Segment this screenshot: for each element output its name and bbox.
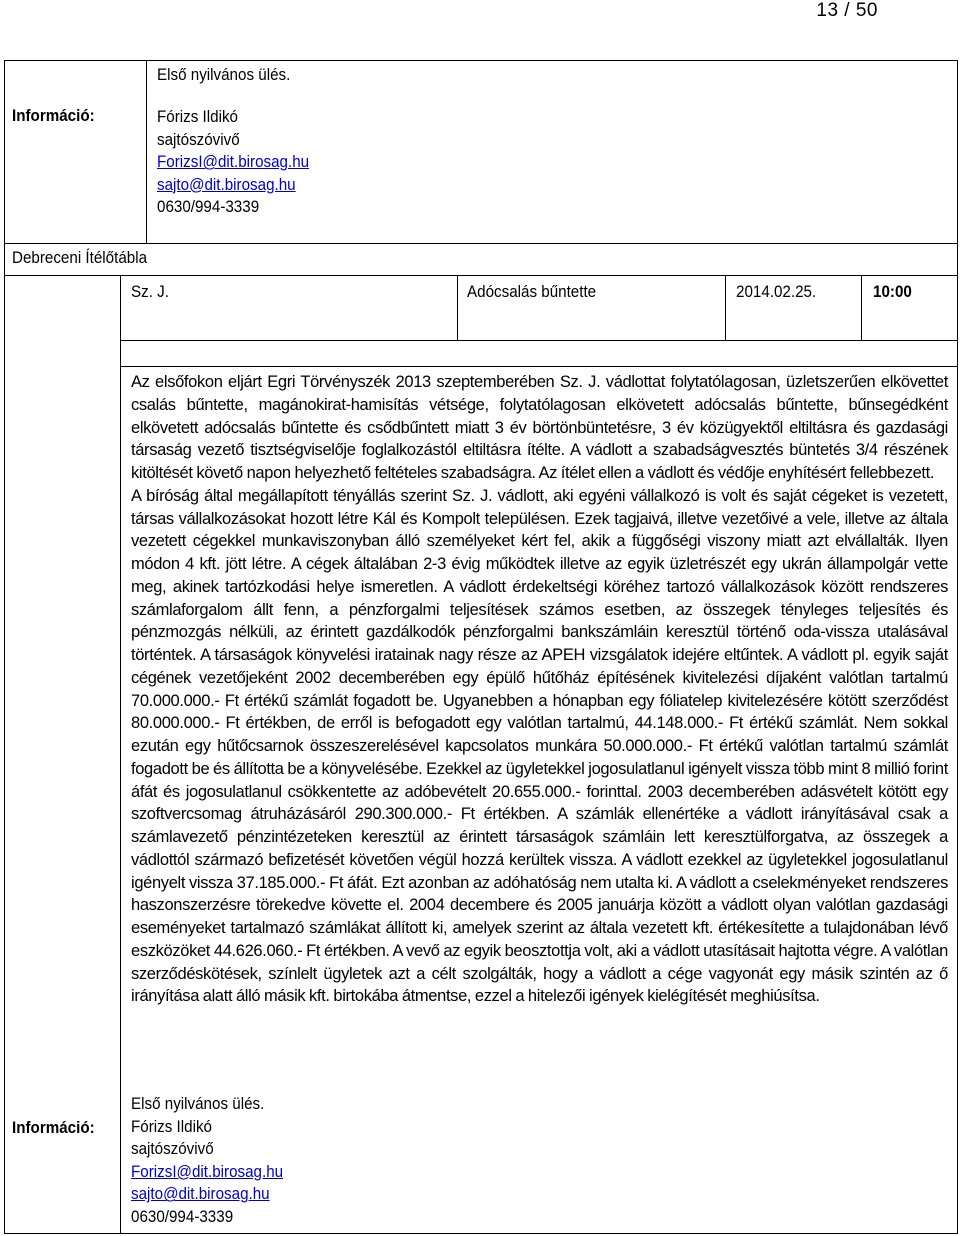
table-border xyxy=(457,275,458,340)
session-type: Első nyilvános ülés. xyxy=(131,1095,265,1113)
table-border xyxy=(4,60,958,61)
table-border xyxy=(4,60,5,1234)
email-link[interactable]: ForizsI@dit.birosag.hu xyxy=(131,1162,284,1181)
contact-role: sajtószóvivő xyxy=(157,130,240,149)
case-text xyxy=(131,371,948,1008)
email-link[interactable]: sajto@dit.birosag.hu xyxy=(157,175,296,194)
phone-number: 0630/994-3339 xyxy=(157,198,260,217)
table-border xyxy=(861,275,862,340)
table-border xyxy=(957,60,958,1234)
case-date: 2014.02.25. xyxy=(736,283,817,301)
case-crime: Adócsalás bűntette xyxy=(467,283,597,301)
phone-number: 0630/994-3339 xyxy=(131,1207,234,1226)
page-number: 13 / 50 xyxy=(816,0,878,21)
table-border xyxy=(120,340,958,341)
email-link[interactable]: ForizsI@dit.birosag.hu xyxy=(157,153,310,172)
case-defendant: Sz. J. xyxy=(131,283,169,301)
contact-name: Fórizs Ildikó xyxy=(131,1117,212,1136)
email-link[interactable]: sajto@dit.birosag.hu xyxy=(131,1185,270,1204)
case-description: Az elsőfokon eljárt Egri Törvényszék 2013 szeptemberében Sz. J. vádlottat folytatólagosan, üzletszerűen elkövettet csalás bűntette, magánokirat-hamisítás vétsége, folytatólagosan elkövetett adócsalás bűntette, bűnsegédként elkövetett adócsalás bűntette és csődbűntett miatt 3 év börtönbüntetésre, 3 év közügyektől eltiltásra és gazdasági társaság vezető tisztségviselője foglalkozástól eltiltásra ítélte. A vádlott a szabadságvesztés büntetés 3/4 részének kitöltését követő napon helyezhető feltételes szabadságra. Az ítélet ellen a vádlott és védője enyhítésért fellebbezett. xyxy=(131,373,948,482)
info-label: Információ: xyxy=(12,1119,95,1137)
case-time: 10:00 xyxy=(873,283,912,301)
table-border xyxy=(4,243,958,244)
table-border xyxy=(120,366,958,367)
table-border xyxy=(120,275,121,1234)
contact-block xyxy=(157,106,309,219)
table-border xyxy=(4,1233,958,1234)
table-border xyxy=(4,275,958,276)
contact-block xyxy=(131,1093,283,1229)
info-label: Információ: xyxy=(12,107,95,125)
table-border xyxy=(146,60,147,243)
contact-role: sajtószóvivő xyxy=(131,1140,214,1159)
contact-name: Fórizs Ildikó xyxy=(157,108,238,126)
court-name: Debreceni Ítélőtábla xyxy=(12,249,148,267)
case-facts: A bíróság által megállapított tényállás szerint Sz. J. vádlott, aki egyéni vállalkozó is volt és saját cégeket is vezetett, társas vállalkozásokat hozott létre Kál és Kompolt településen. Ezek tagjaivá, illetve vezetőivé a vele, illetve az általa vezetett cégekkel munkaviszonyban álló személyeket kért fel, akik a függőségi viszony miatt azt elvállalták. Ilyen módon 4 kft. jött létre. A cégek általában 2-3 évig működtek illetve az egyik üzletrészét egy ukrán állampolgár vette meg, akinek tartózkodási helye ismeretlen. A vádlott érdekeltségi köréhez tartozó vállalkozások között rendszeres számlaforgalom állt fenn, a pénzforgalmi teljesítések számos esetben, az összegek tényleges teljesítés és pénzmozgás nélküli, az érintett gazdálkodók pénzforgalmi bankszámláin keresztül történő oda-vissza utalásával történtek. A társaságok könyvelési iratainak nagy része az APEH vizsgálatok idejére eltűntek. A vádlott pl. egyik saját cégének vezetőjeként 2002 decemberében egy épülő hűtőház építésének kivitelezési díjaként valótlan tartalmú 70.000.000.- Ft értékű számlát fogadott be. Ugyanebben a hónapban egy fóliatelep kivitelezésére kötött szerződést 80.000.000.- Ft értékben, de erről is befogadott egy valótlan tartalmú, 44.148.000.- Ft értékű számlát. Nem sokkal ezután egy hűtőcsarnok összeszerelésével kapcsolatos munkára 50.000.000.- Ft értékű valótlan tartalmú számlát fogadott be és állította be a könyvelésébe. Ezekkel az ügyletekkel jogosulatlanul igényelt vissza több mint 8 millió forint áfát és jogosulatlanul csökkentette az adóbevételt 20.655.000.- forinttal. 2003 decemberében adásvételt kötött egy szoftvercsomag átruházásáról 290.300.000.- Ft értékben. A számlák ellenértéke a vádlott irányításával csak a számlavezető pénzintézeteken keresztül az érintett társaságok számláin lett keresztülforgatva, az összegek a vádlottól származó befizetését követően végül hozzá kerültek vissza. A vádlott ezekkel az ügyletekkel jogosulatlanul igényelt vissza 37.185.000.- Ft áfát. Ezt azonban az adóhatóság nem utalta ki. A vádlott a cselekményeket rendszeres haszonszerzésre törekedve követte el. 2004 decembere és 2005 januárja között a vádlott olyan valótlan gazdasági eseményeket tartalmazó számlákat állított ki, amelyek szerint az általa vezetett kft. értékesítette a tulajdonában lévő eszközöket 44.626.060.- Ft értékben. A vevő az egyik beosztottja volt, aki a vádlott utasításait hajtotta végre. A valótlan szerződéskötések, színlelt ügyletek azt a célt szolgálták, hogy a vádlott a cége vagyonát egy másik szintén az ő irányítása alatt álló másik kft. birtokába átmentse, ezzel a hitelezői igények kielégítését meghiúsítsa. xyxy=(131,486,948,1006)
session-type: Első nyilvános ülés. xyxy=(157,66,291,84)
table-border xyxy=(725,275,726,340)
